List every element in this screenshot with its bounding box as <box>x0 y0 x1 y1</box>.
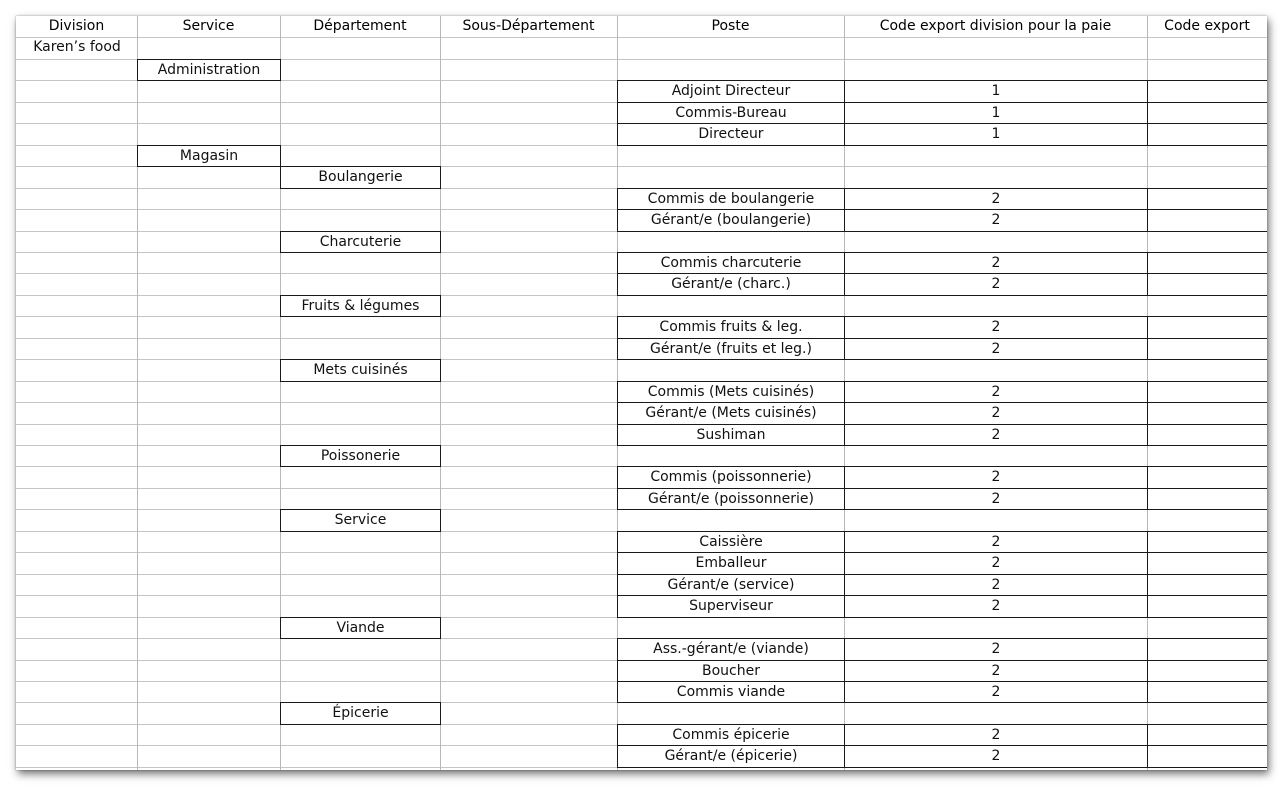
export-code-cell[interactable] <box>1147 102 1267 124</box>
export-code-cell[interactable] <box>1147 724 1267 746</box>
departement-cell[interactable]: Charcuterie <box>280 231 441 253</box>
payroll-code-cell[interactable]: 2 <box>844 574 1148 596</box>
poste-cell[interactable]: Gérant/e (service) <box>617 574 845 596</box>
payroll-code-cell[interactable]: 2 <box>844 724 1148 746</box>
departement-cell[interactable]: Boulangerie <box>280 166 441 189</box>
poste-cell[interactable]: Commis épicerie <box>617 724 845 746</box>
poste-cell[interactable]: Directeur <box>617 123 845 146</box>
poste-cell[interactable]: Gérant/e (fruits et leg.) <box>617 338 845 360</box>
payroll-code-cell[interactable]: 1 <box>844 80 1148 103</box>
export-code-cell[interactable] <box>1147 660 1267 682</box>
export-code-cell[interactable] <box>1147 316 1267 339</box>
export-code-cell[interactable] <box>1147 252 1267 274</box>
poste-cell[interactable]: Gérant/e (poissonnerie) <box>617 488 845 510</box>
service-cell[interactable]: Magasin <box>137 145 281 167</box>
export-code-cell[interactable] <box>1147 466 1267 489</box>
payroll-code-cell[interactable]: 2 <box>844 338 1148 360</box>
payroll-code-cell[interactable]: 2 <box>844 252 1148 274</box>
poste-cell[interactable]: Emballeur <box>617 552 845 575</box>
departement-cell[interactable]: Mets cuisinés <box>280 359 441 382</box>
column-header: Département <box>313 18 407 34</box>
poste-cell[interactable]: Boucher <box>617 660 845 682</box>
payroll-code-cell[interactable]: 2 <box>844 745 1148 768</box>
export-code-cell[interactable] <box>1147 681 1267 703</box>
export-code-cell[interactable] <box>1147 745 1267 768</box>
export-code-cell[interactable] <box>1147 209 1267 232</box>
payroll-code-cell[interactable]: 2 <box>844 188 1148 210</box>
export-code-cell[interactable] <box>1147 402 1267 425</box>
payroll-code-cell[interactable]: 2 <box>844 638 1148 661</box>
payroll-code-cell[interactable]: 1 <box>844 123 1148 146</box>
payroll-code-cell[interactable]: 2 <box>844 531 1148 553</box>
payroll-code-cell[interactable]: 2 <box>844 595 1148 618</box>
export-code-cell[interactable] <box>1147 574 1267 596</box>
payroll-code-cell[interactable]: 2 <box>844 381 1148 403</box>
departement-cell[interactable]: Poissonerie <box>280 445 441 467</box>
export-code-cell[interactable] <box>1147 531 1267 553</box>
export-code-cell[interactable] <box>1147 273 1267 296</box>
export-code-cell[interactable] <box>1147 488 1267 510</box>
poste-cell[interactable]: Commis (poissonnerie) <box>617 466 845 489</box>
payroll-code-cell[interactable]: 2 <box>844 273 1148 296</box>
export-code-cell[interactable] <box>1147 123 1267 146</box>
poste-cell[interactable]: Superviseur <box>617 595 845 618</box>
service-cell[interactable]: Administration <box>137 59 281 81</box>
poste-cell[interactable]: Gérant/e (charc.) <box>617 273 845 296</box>
payroll-code-cell[interactable]: 2 <box>844 552 1148 575</box>
departement-cell[interactable]: Service <box>280 509 441 532</box>
export-code-cell[interactable] <box>1147 338 1267 360</box>
poste-cell[interactable]: Commis charcuterie <box>617 252 845 274</box>
payroll-code-cell[interactable]: 2 <box>844 488 1148 510</box>
payroll-code-cell[interactable]: 2 <box>844 660 1148 682</box>
poste-cell[interactable]: Gérant/e (Mets cuisinés) <box>617 402 845 425</box>
column-header: Code export division pour la paie <box>879 18 1112 34</box>
export-code-cell[interactable] <box>1147 188 1267 210</box>
poste-cell[interactable]: Ass.-gérant/e (viande) <box>617 638 845 661</box>
poste-cell[interactable]: Adjoint Directeur <box>617 80 845 103</box>
poste-cell[interactable]: Caissière <box>617 531 845 553</box>
column-header: Code export <box>1164 18 1250 34</box>
payroll-code-cell[interactable]: 2 <box>844 316 1148 339</box>
poste-cell[interactable]: Commis fruits & leg. <box>617 316 845 339</box>
export-code-cell[interactable] <box>1147 381 1267 403</box>
payroll-code-cell[interactable]: 2 <box>844 466 1148 489</box>
poste-cell[interactable]: Gérant/e (épicerie) <box>617 745 845 768</box>
column-header: Service <box>182 18 235 34</box>
org-structure-sheet <box>16 16 1267 770</box>
export-code-cell[interactable] <box>1147 80 1267 103</box>
departement-cell[interactable]: Viande <box>280 617 441 639</box>
poste-cell[interactable]: Commis (Mets cuisinés) <box>617 381 845 403</box>
poste-cell[interactable]: Commis de boulangerie <box>617 188 845 210</box>
column-header: Division <box>48 18 105 34</box>
poste-cell[interactable]: Gérant/e (boulangerie) <box>617 209 845 232</box>
payroll-code-cell[interactable]: 2 <box>844 209 1148 232</box>
payroll-code-cell[interactable]: 1 <box>844 102 1148 124</box>
poste-cell[interactable]: Sushiman <box>617 424 845 446</box>
export-code-cell[interactable] <box>1147 424 1267 446</box>
poste-cell[interactable]: Commis viande <box>617 681 845 703</box>
column-header: Poste <box>711 18 750 34</box>
division-cell[interactable]: Karen’s food <box>33 39 121 55</box>
payroll-code-cell[interactable]: 2 <box>844 424 1148 446</box>
payroll-code-cell[interactable]: 2 <box>844 402 1148 425</box>
column-header: Sous-Département <box>462 18 595 34</box>
departement-cell[interactable]: Fruits & légumes <box>280 295 441 317</box>
poste-cell[interactable]: Commis-Bureau <box>617 102 845 124</box>
export-code-cell[interactable] <box>1147 552 1267 575</box>
export-code-cell[interactable] <box>1147 638 1267 661</box>
departement-cell[interactable]: Épicerie <box>280 702 441 725</box>
export-code-cell[interactable] <box>1147 595 1267 618</box>
payroll-code-cell[interactable]: 2 <box>844 681 1148 703</box>
